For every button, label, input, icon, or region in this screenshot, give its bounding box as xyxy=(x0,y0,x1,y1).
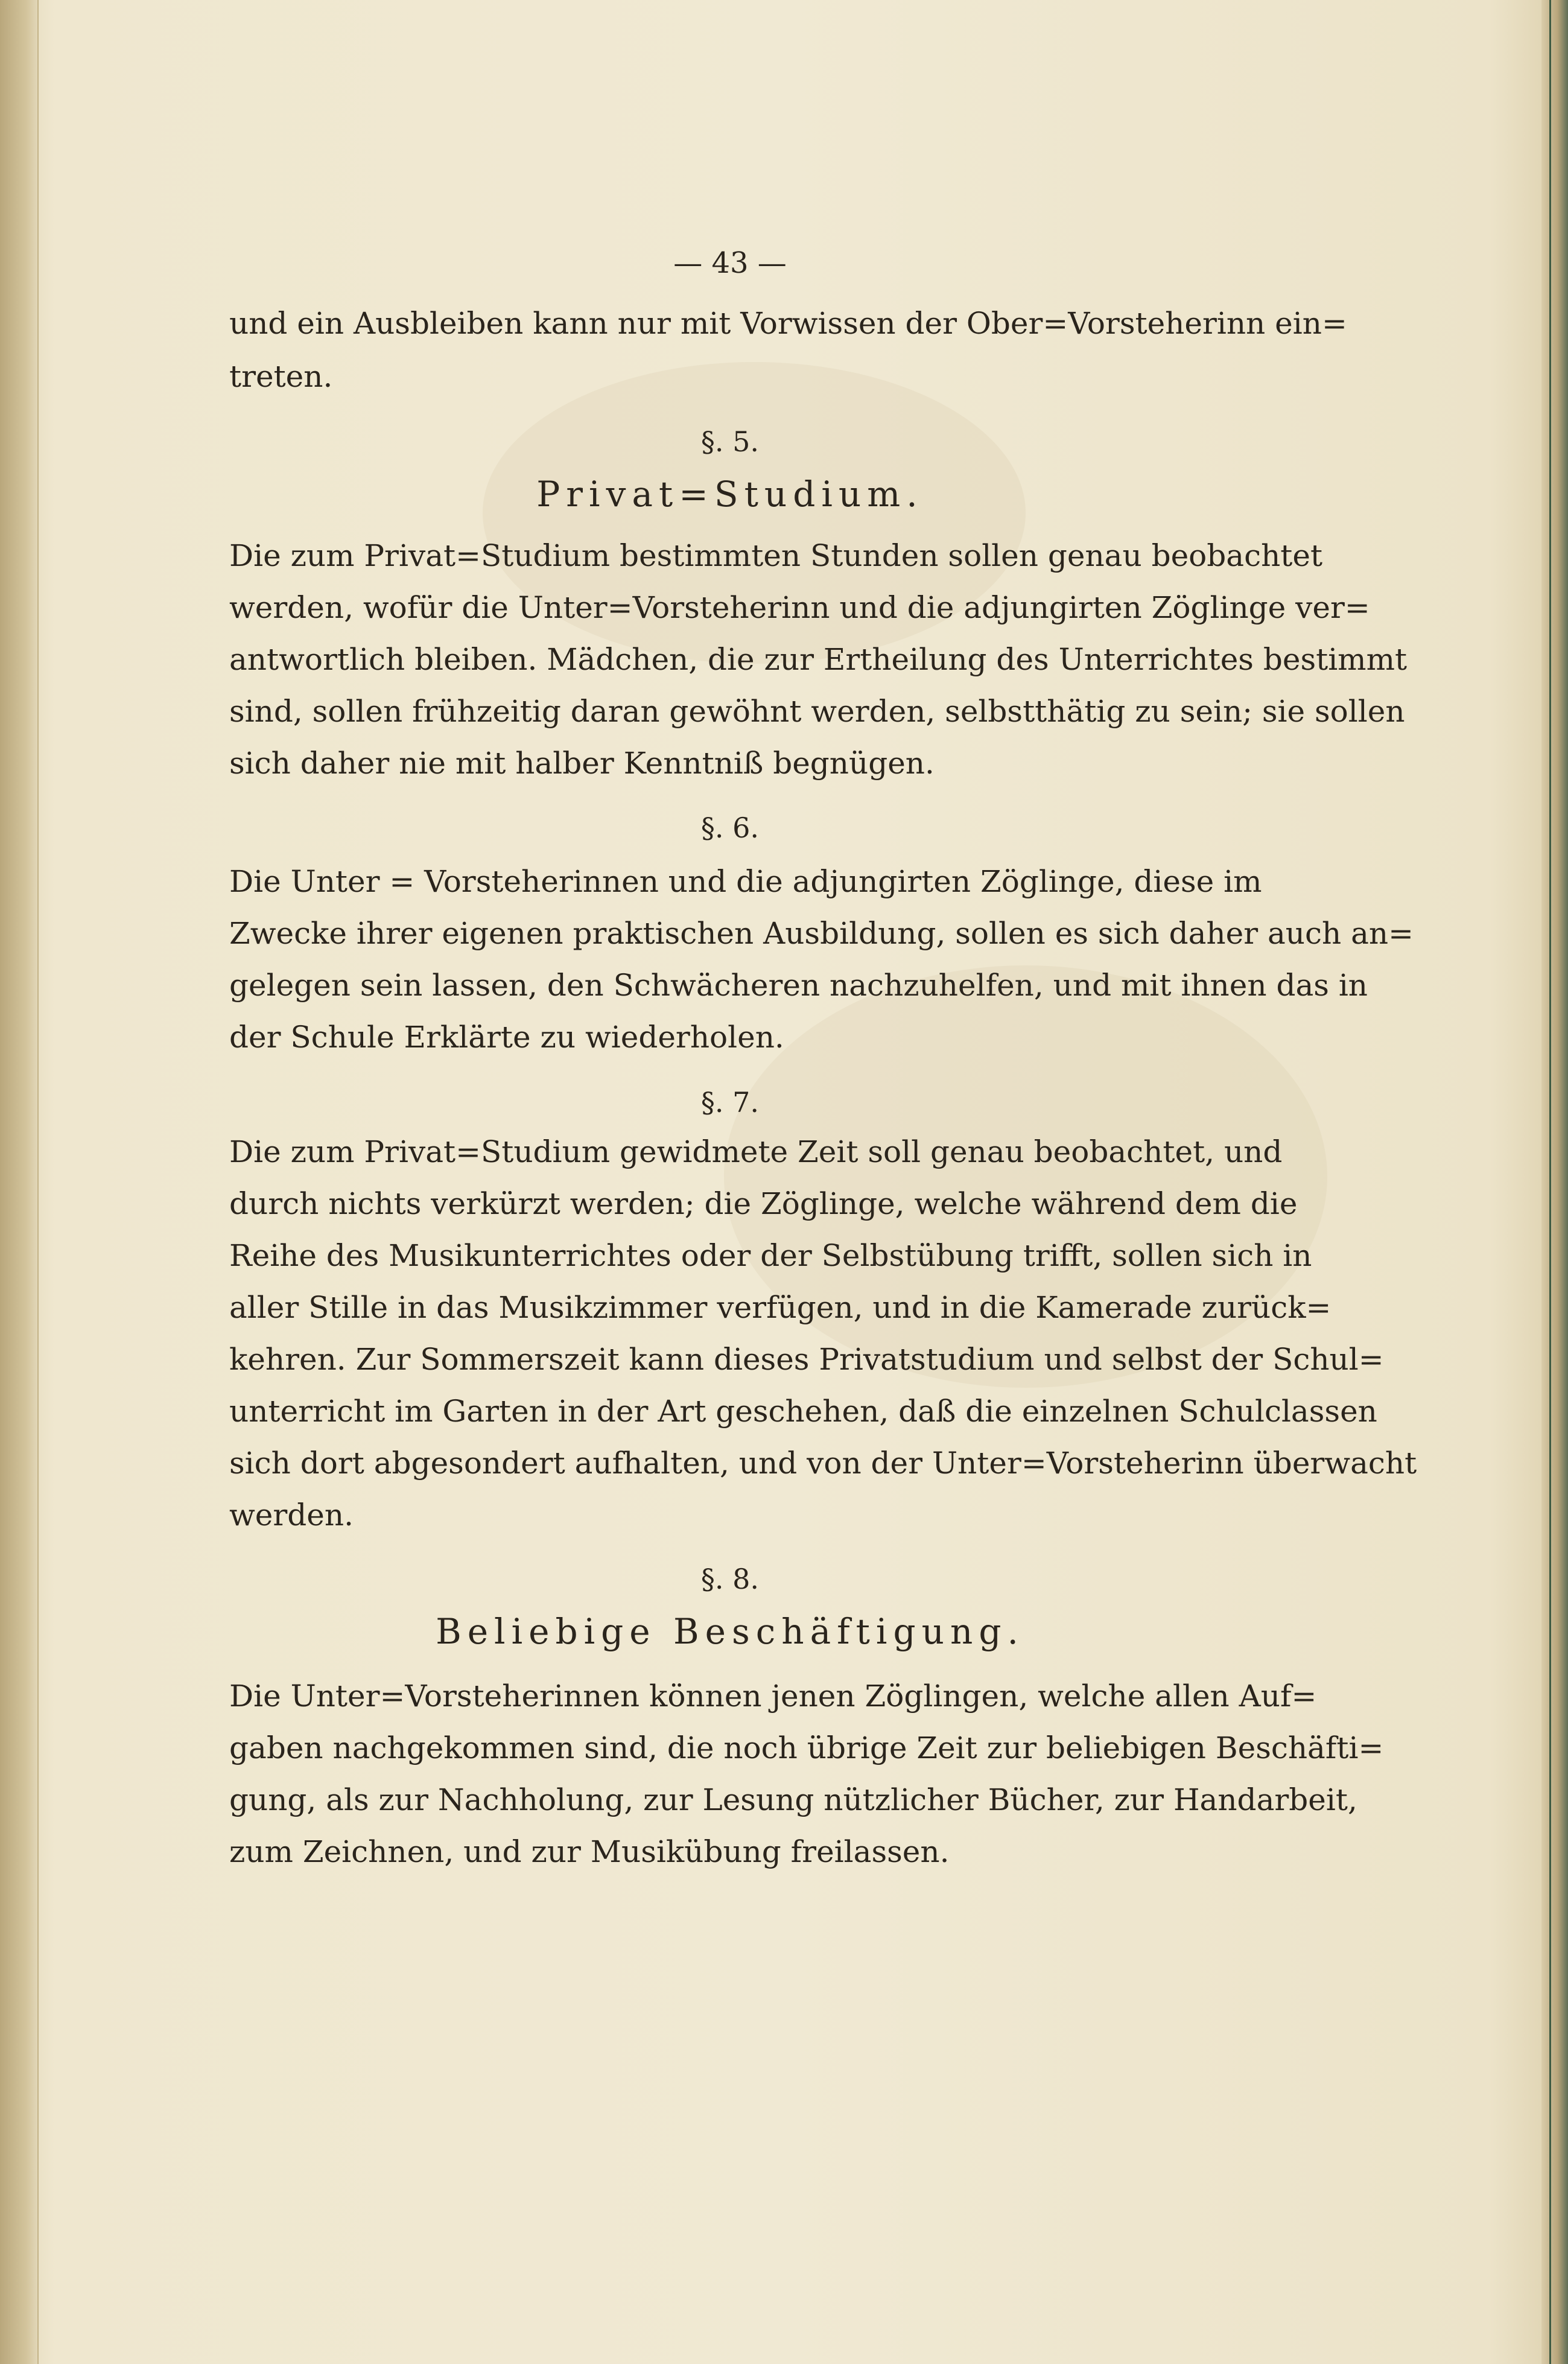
section-heading: Beliebige Beschäftigung. xyxy=(436,1611,1024,1652)
text-line: Die zum Privat=Studium gewidmete Zeit soll genau beobachtet, und xyxy=(229,1134,1283,1169)
section-number: §. 8. xyxy=(700,1563,760,1595)
text-line: sich daher nie mit halber Kenntniß begnügen. xyxy=(229,746,935,781)
text-line: gung, als zur Nachholung, zur Lesung nützlicher Bücher, zur Handarbeit, xyxy=(229,1782,1357,1817)
section-heading: Privat=Studium. xyxy=(536,474,924,515)
page-gutter xyxy=(0,0,39,2364)
text-line: Reihe des Musikunterrichtes oder der Selbstübung trifft, sollen sich in xyxy=(229,1238,1312,1273)
text-line: der Schule Erklärte zu wiederholen. xyxy=(229,1020,784,1055)
text-line: unterricht im Garten in der Art geschehen, daß die einzelnen Schulclassen xyxy=(229,1394,1377,1429)
text-line: Die zum Privat=Studium bestimmten Stunden sollen genau beobachtet xyxy=(229,538,1323,573)
text-line: kehren. Zur Sommerszeit kann dieses Privatstudium und selbst der Schul= xyxy=(229,1342,1384,1377)
text-line: Die Unter = Vorsteherinnen und die adjungirten Zöglinge, diese im xyxy=(229,864,1262,899)
section-number: §. 6. xyxy=(700,812,760,844)
text-line: durch nichts verkürzt werden; die Zöglinge, welche während dem die xyxy=(229,1186,1298,1221)
text-line: und ein Ausbleiben kann nur mit Vorwissen der Ober=Vorsteherinn ein= xyxy=(229,306,1347,341)
text-line: sich dort abgesondert aufhalten, und von der Unter=Vorsteherinn überwacht xyxy=(229,1446,1417,1481)
page-right-edge xyxy=(1541,0,1568,2364)
text-line: Zwecke ihrer eigenen praktischen Ausbildung, sollen es sich daher auch an= xyxy=(229,916,1414,951)
text-line: sind, sollen frühzeitig daran gewöhnt werden, selbstthätig zu sein; sie sollen xyxy=(229,694,1405,729)
text-line: gaben nachgekommen sind, die noch übrige Zeit zur beliebigen Beschäfti= xyxy=(229,1730,1384,1765)
cover-edge-line xyxy=(1549,0,1551,2364)
text-line: gelegen sein lassen, den Schwächeren nachzuhelfen, und mit ihnen das in xyxy=(229,968,1368,1003)
text-line: antwortlich bleiben. Mädchen, die zur Ertheilung des Unterrichtes bestimmt xyxy=(229,642,1408,677)
text-line: werden. xyxy=(229,1498,354,1533)
text-line: werden, wofür die Unter=Vorsteherinn und die adjungirten Zöglinge ver= xyxy=(229,590,1370,625)
section-number: §. 5. xyxy=(700,425,760,458)
text-line: aller Stille in das Musikzimmer verfügen, und in die Kamerade zurück= xyxy=(229,1290,1332,1325)
text-line: treten. xyxy=(229,359,333,394)
text-line: zum Zeichnen, und zur Musikübung freilassen. xyxy=(229,1834,950,1869)
section-number: §. 7. xyxy=(700,1086,760,1119)
page-number: — 43 — xyxy=(673,246,787,280)
text-line: Die Unter=Vorsteherinnen können jenen Zöglingen, welche allen Auf= xyxy=(229,1679,1317,1714)
